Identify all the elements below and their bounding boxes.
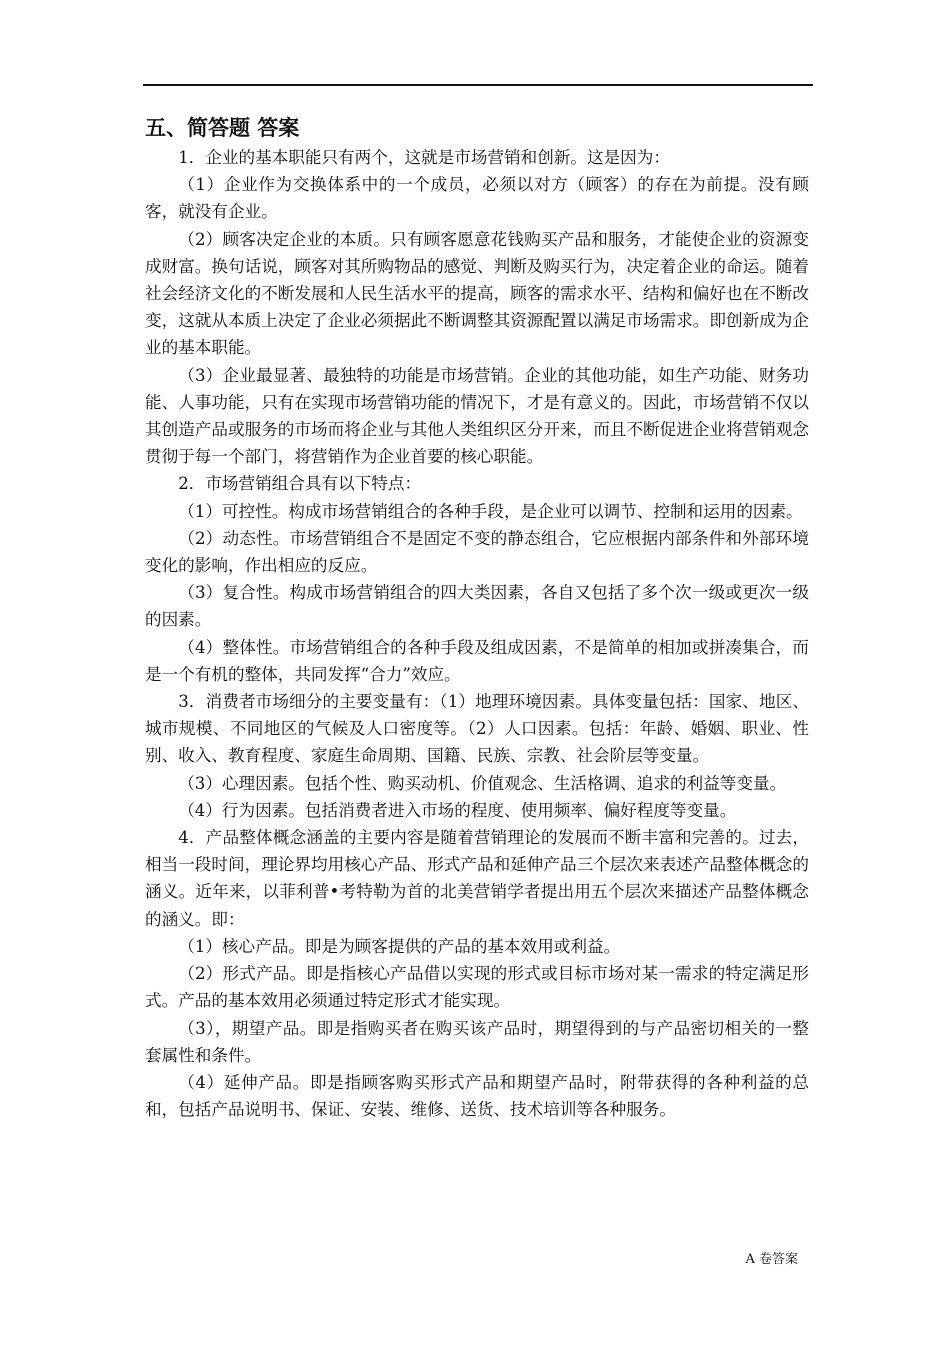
paragraph: （4）行为因素。包括消费者进入市场的程度、使用频率、偏好程度等变量。: [178, 800, 737, 820]
paragraph: （3）企业最显著、最独特的功能是市场营销。企业的其他功能，如生产功能、财务功能、人事功能，只有在实现市场营销功能的情况下，才是有意义的。因此，市场营销不仅以其创造产品或服务的市场而将企业与其他人类组织区分开来，而且不断促进企业将营销观念贯彻于每一个部门，将营销作为企业首要的核心职能。: [145, 365, 809, 467]
paragraph: （2）形式产品。即是指核心产品借以实现的形式或目标市场对某一需求的特定满足形式。产品的基本效用必须通过特定形式才能实现。: [145, 964, 809, 1011]
paragraph: （4）延伸产品。即是指顾客购买形式产品和期望产品时，附带获得的各种利益的总和，包括产品说明书、保证、安装、维修、送货、技术培训等各种服务。: [145, 1072, 809, 1120]
paragraph: （3）心理因素。包括个性、购买动机、价值观念、生活格调、追求的利益等变量。: [178, 773, 787, 793]
paragraph: 2．市场营销组合具有以下特点：: [178, 474, 422, 494]
paragraph: （3）复合性。构成市场营销组合的四大类因素，各自又包括了多个次一级或更次一级的因素。: [145, 583, 809, 630]
paragraph: （1）核心产品。即是为顾客提供的产品的基本效用或利益。: [178, 936, 621, 956]
paragraph: 3．消费者市场细分的主要变量有：（1）地理环境因素。具体变量包括：国家、地区、城市规模、不同地区的气候及人口密度等。（2）人口因素。包括：年龄、婚姻、职业、性别、收入、教育程度、家庭生命周期、国籍、民族、宗教、社会阶层等变量。: [145, 692, 809, 766]
section-heading: 五、简答题 答案: [145, 116, 300, 140]
paragraph: 1．企业的基本职能只有两个，这就是市场营销和创新。这是因为：: [178, 148, 670, 167]
paragraph: 4．产品整体概念涵盖的主要内容是随着营销理论的发展而不断丰富和完善的。过去，相当一段时间，理论界均用核心产品、形式产品和延伸产品三个层次来表述产品整体概念的涵义。近年来，以菲利普•考特勒为首的北美营销学者提出用五个层次来描述产品整体概念的涵义。即：: [145, 828, 809, 929]
paragraph: （1）企业作为交换体系中的一个成员，必须以对方（顾客）的存在为前提。没有顾客，就没有企业。: [145, 175, 809, 222]
paragraph: （3），期望产品。即是指购买者在购买该产品时，期望得到的与产品密切相关的一整套属性和条件。: [145, 1018, 809, 1065]
header-rule: [143, 84, 813, 86]
document-body: [145, 112, 809, 1123]
paragraph: （2）顾客决定企业的本质。只有顾客愿意花钱购买产品和服务，才能使企业的资源变成财富。换句话说，顾客对其所购物品的感觉、判断及购买行为，决定着企业的命运。随着社会经济文化的不断发展和人民生活水平的提高，顾客的需求水平、结构和偏好也在不断改变，这就从本质上决定了企业必须据此不断调整其资源配置以满足市场需求。即创新成为企业的基本职能。: [145, 229, 809, 358]
page-footer: A 卷答案: [745, 1252, 798, 1267]
paragraph: （4）整体性。市场营销组合的各种手段及组成因素，不是简单的相加或拼凑集合，而是一个有机的整体，共同发挥“合力”效应。: [145, 637, 809, 684]
paragraph: （2）动态性。市场营销组合不是固定不变的静态组合，它应根据内部条件和外部环境变化的影响，作出相应的反应。: [145, 528, 809, 576]
paragraph: （1）可控性。构成市场营销组合的各种手段，是企业可以调节、控制和运用的因素。: [178, 501, 803, 521]
